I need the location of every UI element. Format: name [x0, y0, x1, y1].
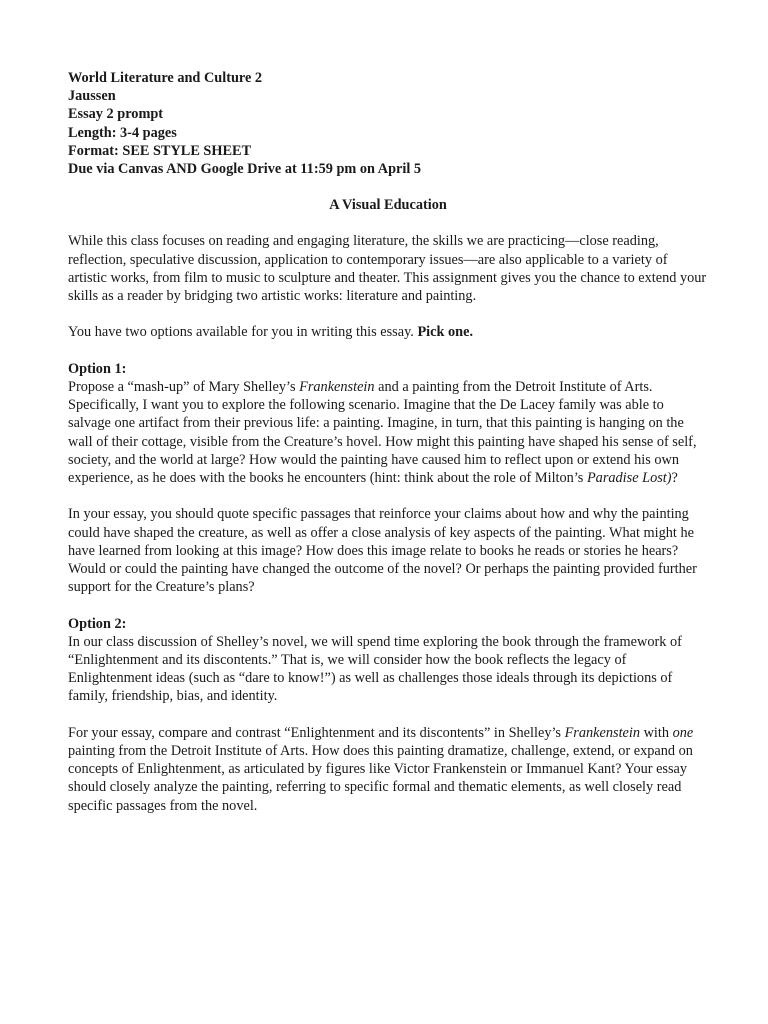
- option-1-text-c: ?: [671, 470, 678, 487]
- option-2-paragraph-1: In our class discussion of Shelley’s novel, we will spend time exploring the book through the framework of “Enlightenment and its discontents.” That is, we will consider how the book reflects the legacy of Enlightenment ideas (such as “dare to know!”) as well as challenges those ideals through its depictions of family, friendship, bias, and identity.: [68, 633, 682, 705]
- due-date: Due via Canvas AND Google Drive at 11:59 pm on April 5: [68, 161, 422, 178]
- option-2-heading: Option 2:: [68, 615, 127, 632]
- option-1-text-a: Propose a “mash-up” of Mary Shelley’s: [68, 379, 300, 396]
- options-text: You have two options available for you in writing this essay.: [68, 324, 418, 341]
- option-1-paragraph-2: In your essay, you should quote specific passages that reinforce your claims about how and why the painting could have shaped the creature, as well as offer a close analysis of key aspects of the painting. What might he have learned from looking at this image? How does this image relate to books he reads or stories he hears? Would or could the painting have changed the outcome of the novel? Or perhaps the painting provided further support for the Creature’s plans?: [68, 506, 697, 596]
- assignment-name: Essay 2 prompt: [68, 106, 164, 123]
- length-requirement: Length: 3-4 pages: [68, 124, 177, 141]
- course-name: World Literature and Culture 2: [68, 70, 263, 86]
- options-paragraph: [68, 323, 708, 341]
- option-1-paragraph-1: [68, 378, 708, 487]
- one-emphasis: one: [672, 724, 694, 741]
- option-2-paragraph-2: [68, 724, 708, 815]
- frankenstein-title-2: Frankenstein: [564, 724, 641, 741]
- intro-paragraph: While this class focuses on reading and engaging literature, the skills we are practicing—close reading, reflection, speculative discussion, application to contemporary issues—are also applicable to a variety of artistic works, from film to music to sculpture and theater. This assignment gives you the chance to extend your skills as a reader by bridging two artistic works: literature and painting.: [68, 233, 707, 305]
- format-requirement: Format: SEE STYLE SHEET: [68, 142, 252, 159]
- header-block: [68, 69, 708, 178]
- document-page: [68, 69, 708, 833]
- paradise-lost-title: Paradise Lost): [586, 470, 672, 487]
- option-1-section: [68, 360, 708, 597]
- option-2-text-b: with: [640, 724, 673, 741]
- option-1-text-b: and a painting from the Detroit Institute of Arts. Specifically, I want you to explore the following scenario. Imagine that the De Lacey family was able to salvage one artifact from their previous life: a painting. Imagine, in turn, that this painting is hanging on the wall of their cottage, visible from the Creature’s hovel. How might this painting have shaped his sense of self, society, and the world at large? How would the painting have caused him to reflect upon or extend his own experience, as he does with the books he encounters (hint: think about the role of Milton’s: [68, 379, 697, 487]
- option-1-heading: Option 1:: [68, 360, 127, 377]
- instructor-name: Jaussen: [68, 88, 116, 105]
- frankenstein-title: Frankenstein: [299, 379, 375, 396]
- option-2-text-c: painting from the Detroit Institute of Arts. How does this painting dramatize, challenge, extend, or expand on concepts of Enlightenment, as articulated by figures like Victor Frankenstein or Immanuel Kant? Your essay should closely analyze the painting, referring to specific formal and thematic elements, as well closely read specific passages from the novel.: [68, 743, 693, 814]
- option-2-text-a: For your essay, compare and contrast “Enlightenment and its discontents” in Shelley’s: [68, 724, 565, 741]
- option-2-section: [68, 615, 708, 815]
- pick-one-text: Pick one.: [417, 324, 474, 341]
- document-title: A Visual Education: [329, 197, 447, 214]
